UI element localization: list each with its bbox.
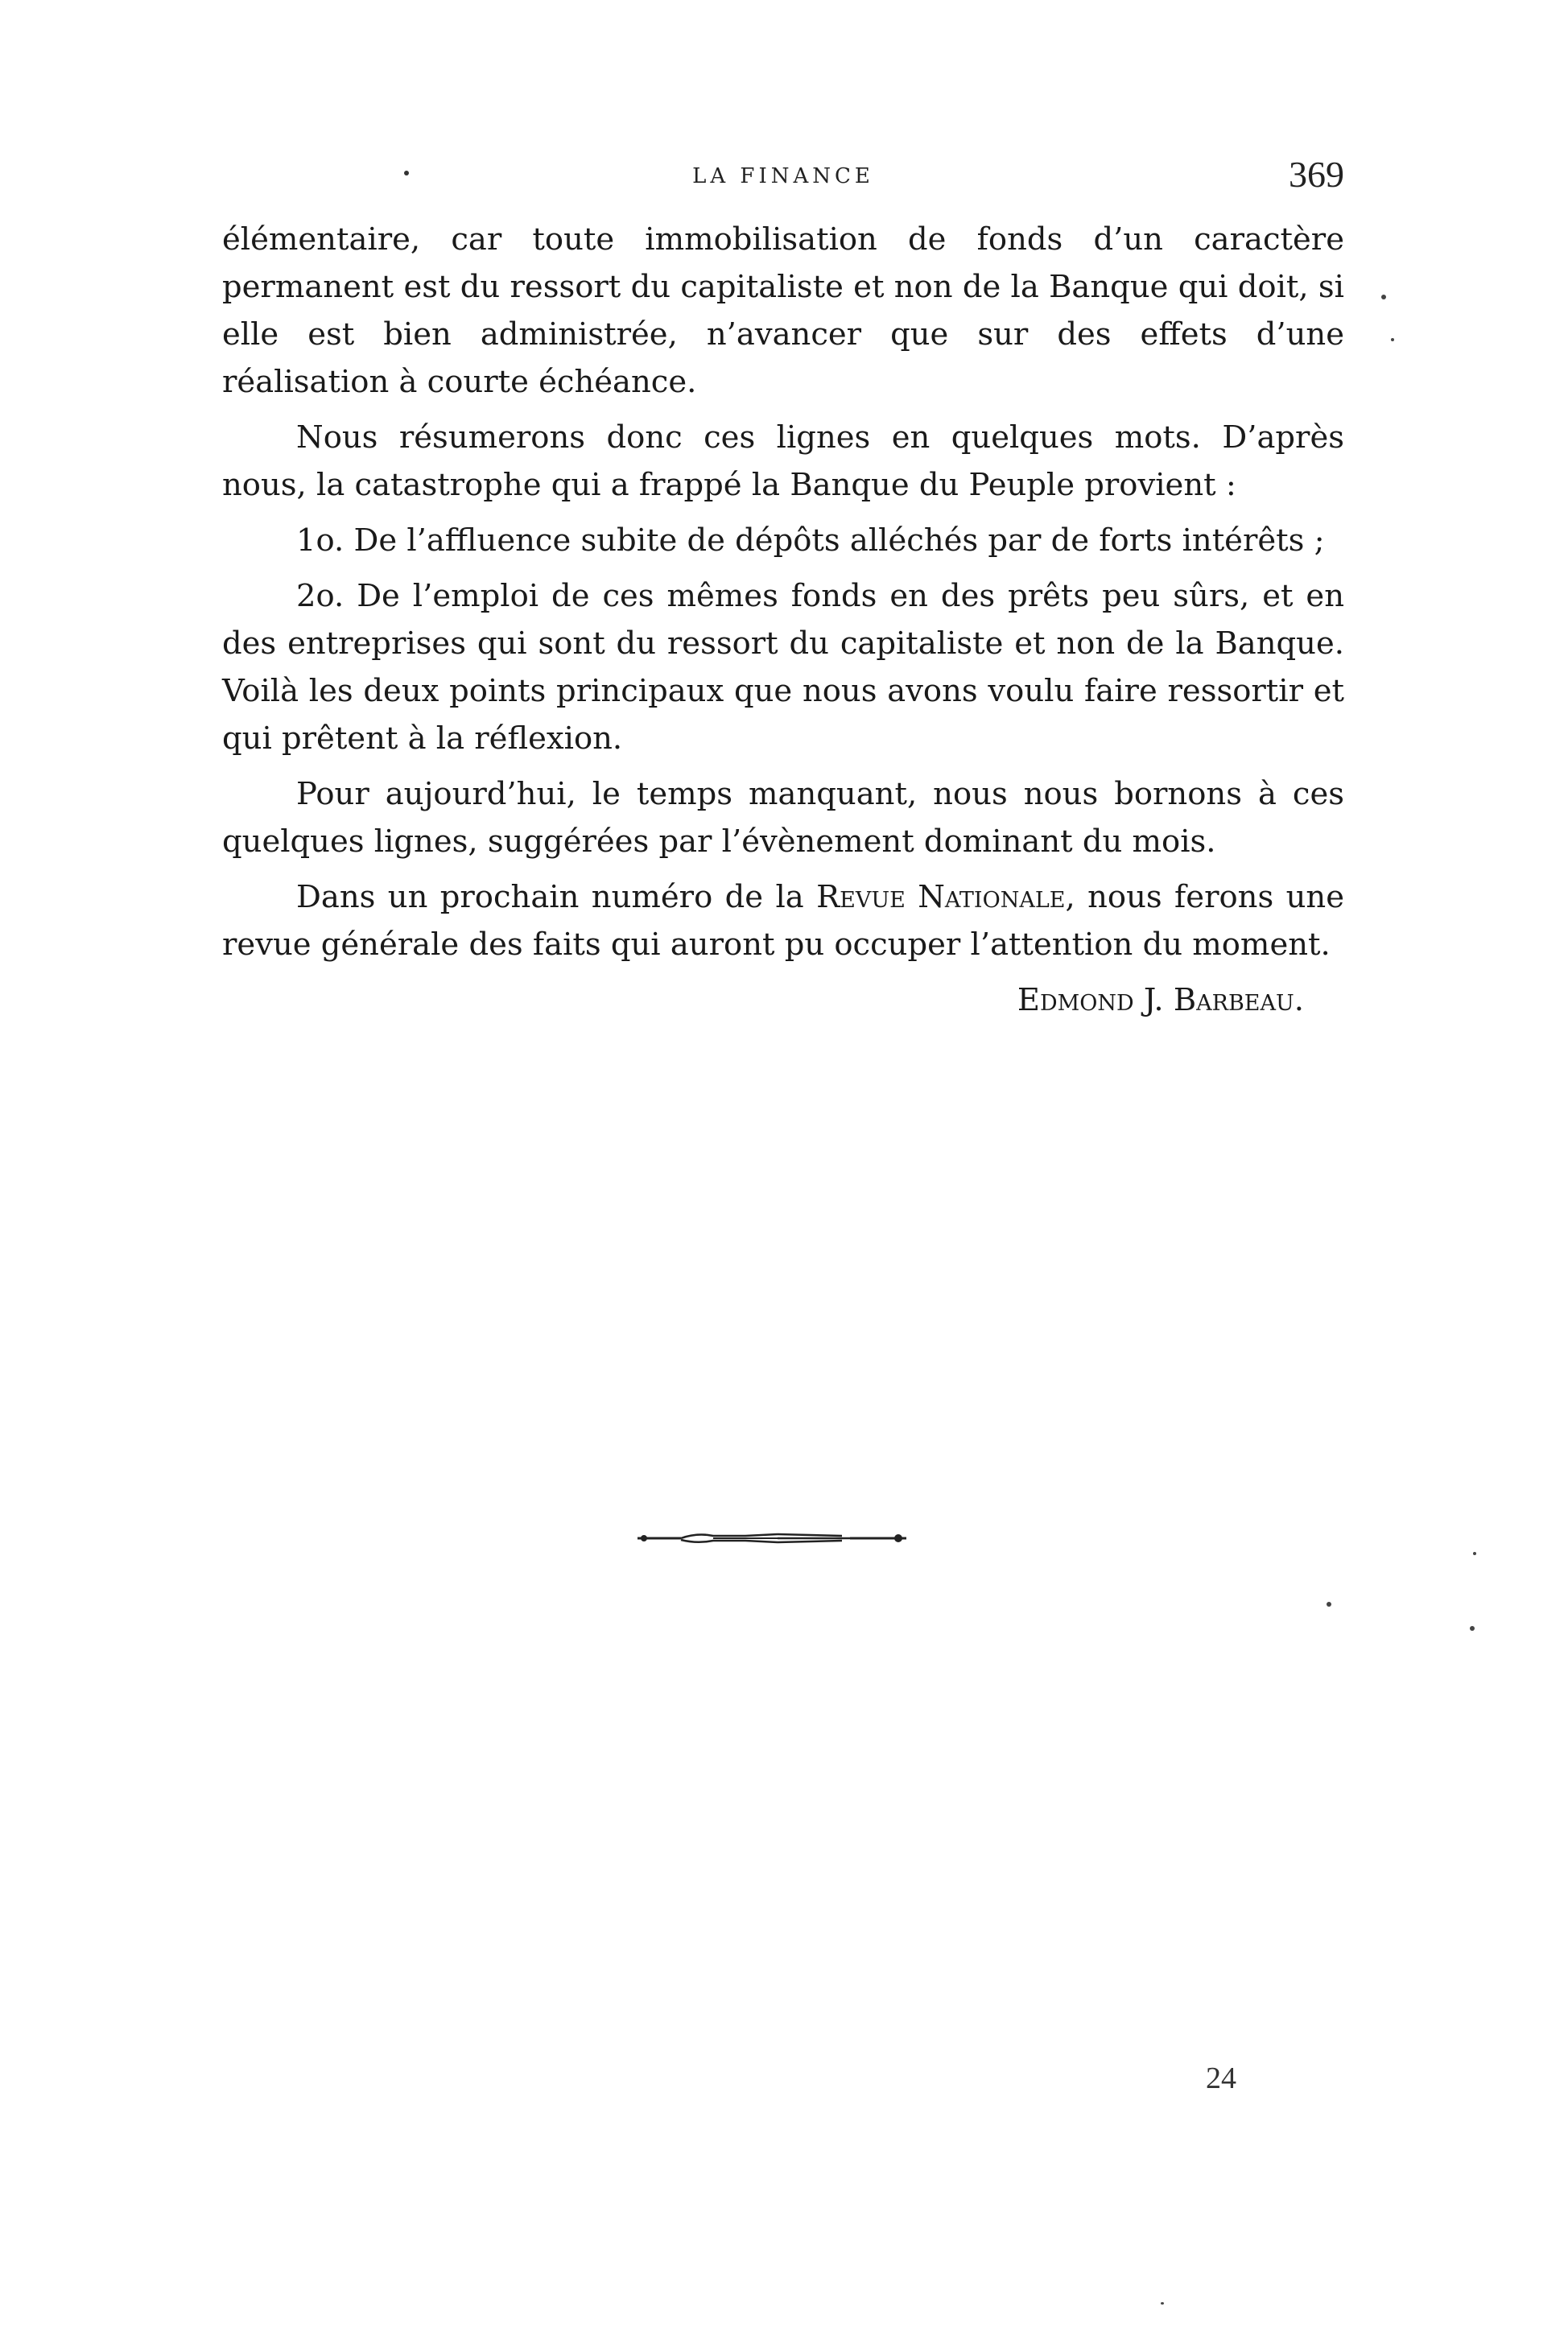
paragraph-continuation: élémentaire, car toute immobilisation de fonds d’un caractère permanent est du ressort du capitaliste et non de la Banque qui doit, si elle est bien administrée, n’avancer que sur des effets d’une réalisation à courte échéance. xyxy=(222,221,1344,400)
running-header xyxy=(222,153,1344,201)
article-body xyxy=(222,216,1344,1032)
ink-speck xyxy=(1470,1626,1475,1631)
paragraph-closing xyxy=(222,873,1344,968)
paragraph-point-two: 2o. De l’emploi de ces mêmes fonds en des prêts peu sûrs, et en des entreprises qui sont du ressort du capitaliste et non de la Banque. Voilà les deux points principaux que nous avons voulu faire ressortir et qui prêtent à la réflexion. xyxy=(222,578,1344,757)
paragraph-point-one: 1o. De l’affluence subite de dépôts alléchés par de forts intérêts ; xyxy=(296,522,1325,559)
ink-speck xyxy=(1381,295,1386,299)
page-number: 369 xyxy=(1289,154,1344,195)
signature-mark: 24 xyxy=(1206,2061,1236,2095)
ink-speck xyxy=(1391,338,1394,341)
paragraph-today: Pour aujourd’hui, le temps manquant, nous nous bornons à ces quelques lignes, suggérées par l’évènement dominant du mois. xyxy=(222,776,1344,860)
ink-speck xyxy=(1327,1602,1331,1607)
author-signature: Edmond J. Barbeau. xyxy=(1017,982,1304,1018)
running-title: LA FINANCE xyxy=(692,164,874,188)
paragraph-summary: Nous résumerons donc ces lignes en quelques mots. D’après nous, la catastrophe qui a frappé la Banque du Peuple provient : xyxy=(222,419,1344,503)
closing-text-before: Dans un prochain numéro de la xyxy=(296,879,817,915)
ornament-divider xyxy=(633,1526,922,1550)
closing-text-after: , nous ferons une revue générale des faits qui auront pu occuper l’attention du moment. xyxy=(222,879,1344,963)
ink-speck xyxy=(1473,1552,1476,1555)
ink-speck xyxy=(1161,2302,1164,2305)
journal-name: Revue Nationale xyxy=(816,879,1066,915)
